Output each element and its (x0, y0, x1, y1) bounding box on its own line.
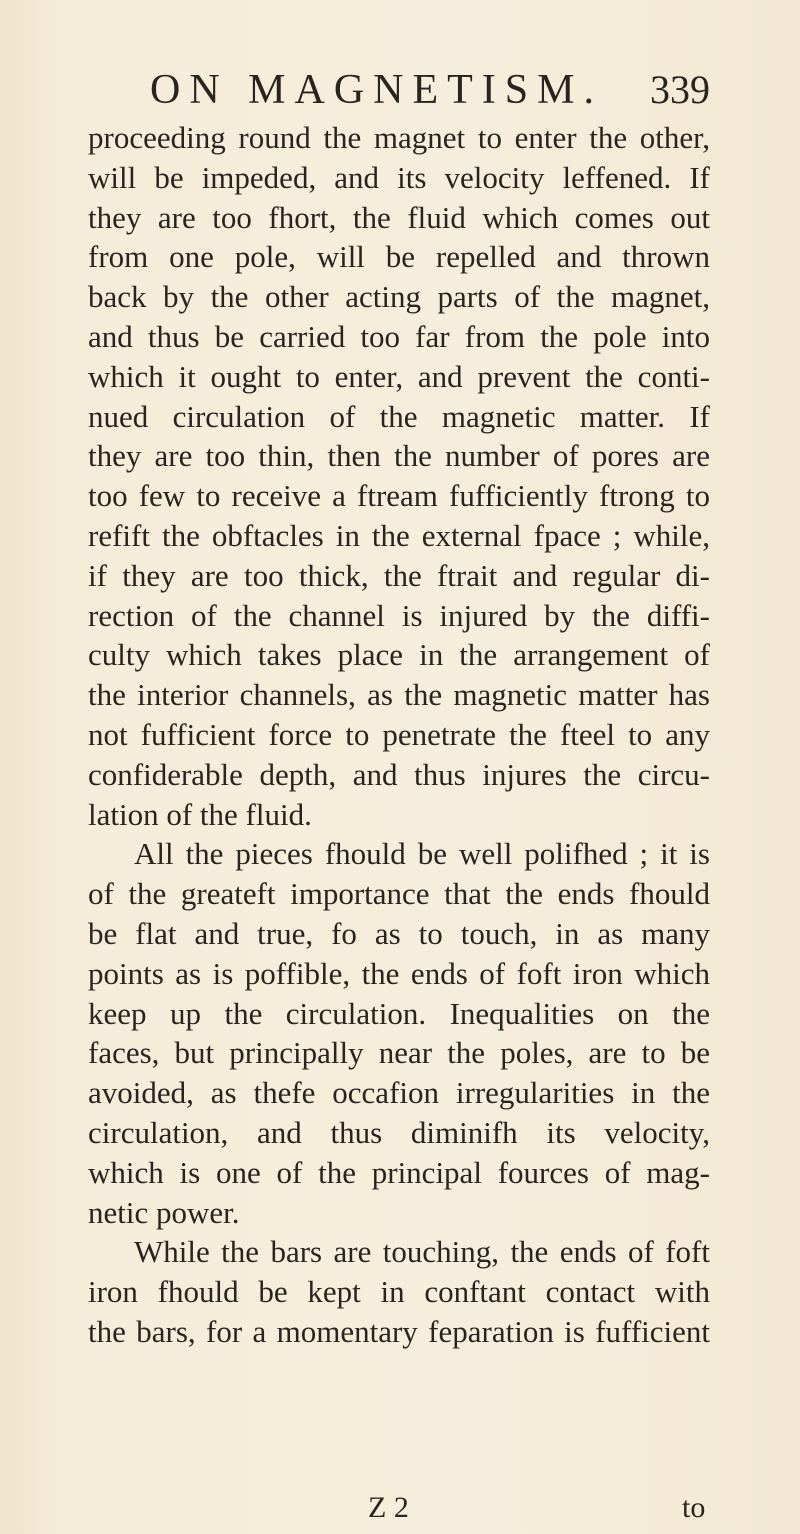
text-line: the bars, for a momentary feparation is fufficient (88, 1313, 710, 1349)
running-title: ON MAGNETISM. (150, 67, 603, 113)
text-line: will be impeded, and its velocity leffened. If (88, 159, 710, 195)
page-footer (0, 1488, 800, 1528)
text-line: be flat and true, fo as to touch, in as many (88, 915, 710, 951)
page-number: 339 (650, 67, 710, 112)
paragraph-end-line: netic power. (88, 1194, 240, 1230)
text-line: keep up the circulation. Inequalities on the (88, 995, 710, 1031)
text-line: of the greateft importance that the ends fhould (88, 876, 710, 912)
paragraph-start-line: All the pieces fhould be well polifhed ; it is (134, 836, 710, 872)
text-line: points as is poffible, the ends of foft iron which (88, 955, 710, 991)
text-line: rection of the channel is injured by the diffi- (88, 597, 710, 633)
text-line: confiderable depth, and thus injures the circu- (88, 756, 710, 792)
text-line: nued circulation of the magnetic matter. If (88, 398, 710, 434)
text-line: which is one of the principal fources of mag- (88, 1154, 710, 1190)
catchword: to (682, 1491, 706, 1524)
text-line: proceeding round the magnet to enter the other, (88, 120, 710, 155)
text-line: too few to receive a ftream fufficiently ftrong to (88, 478, 710, 514)
text-line: which it ought to enter, and prevent the conti- (88, 358, 710, 394)
text-line: iron fhould be kept in conftant contact with (88, 1274, 710, 1310)
text-line: circulation, and thus diminifh its velocity, (88, 1114, 710, 1150)
text-line: they are too thin, then the number of pores are (88, 438, 710, 474)
text-line: culty which takes place in the arrangement of (88, 637, 710, 673)
paragraph-end-line: lation of the fluid. (88, 796, 312, 832)
page-header (150, 60, 710, 120)
text-line: avoided, as thefe occafion irregularities in the (88, 1075, 710, 1111)
text-line: if they are too thick, the ftrait and regular di- (88, 557, 710, 593)
text-line: and thus be carried too far from the pole into (88, 318, 710, 354)
text-line: they are too fhort, the fluid which comes out (88, 199, 710, 235)
text-line: the interior channels, as the magnetic matter has (88, 677, 710, 713)
text-line: faces, but principally near the poles, are to be (88, 1035, 710, 1071)
text-line: back by the other acting parts of the magnet, (88, 279, 710, 315)
paragraph-start-line: While the bars are touching, the ends of foft (134, 1234, 710, 1270)
text-line: not fufficient force to penetrate the fteel to any (88, 716, 710, 752)
signature-mark: Z 2 (368, 1491, 409, 1524)
text-line: refift the obftacles in the external fpace ; while, (88, 517, 710, 553)
text-line: from one pole, will be repelled and thrown (88, 239, 710, 275)
body-text (88, 118, 710, 1352)
